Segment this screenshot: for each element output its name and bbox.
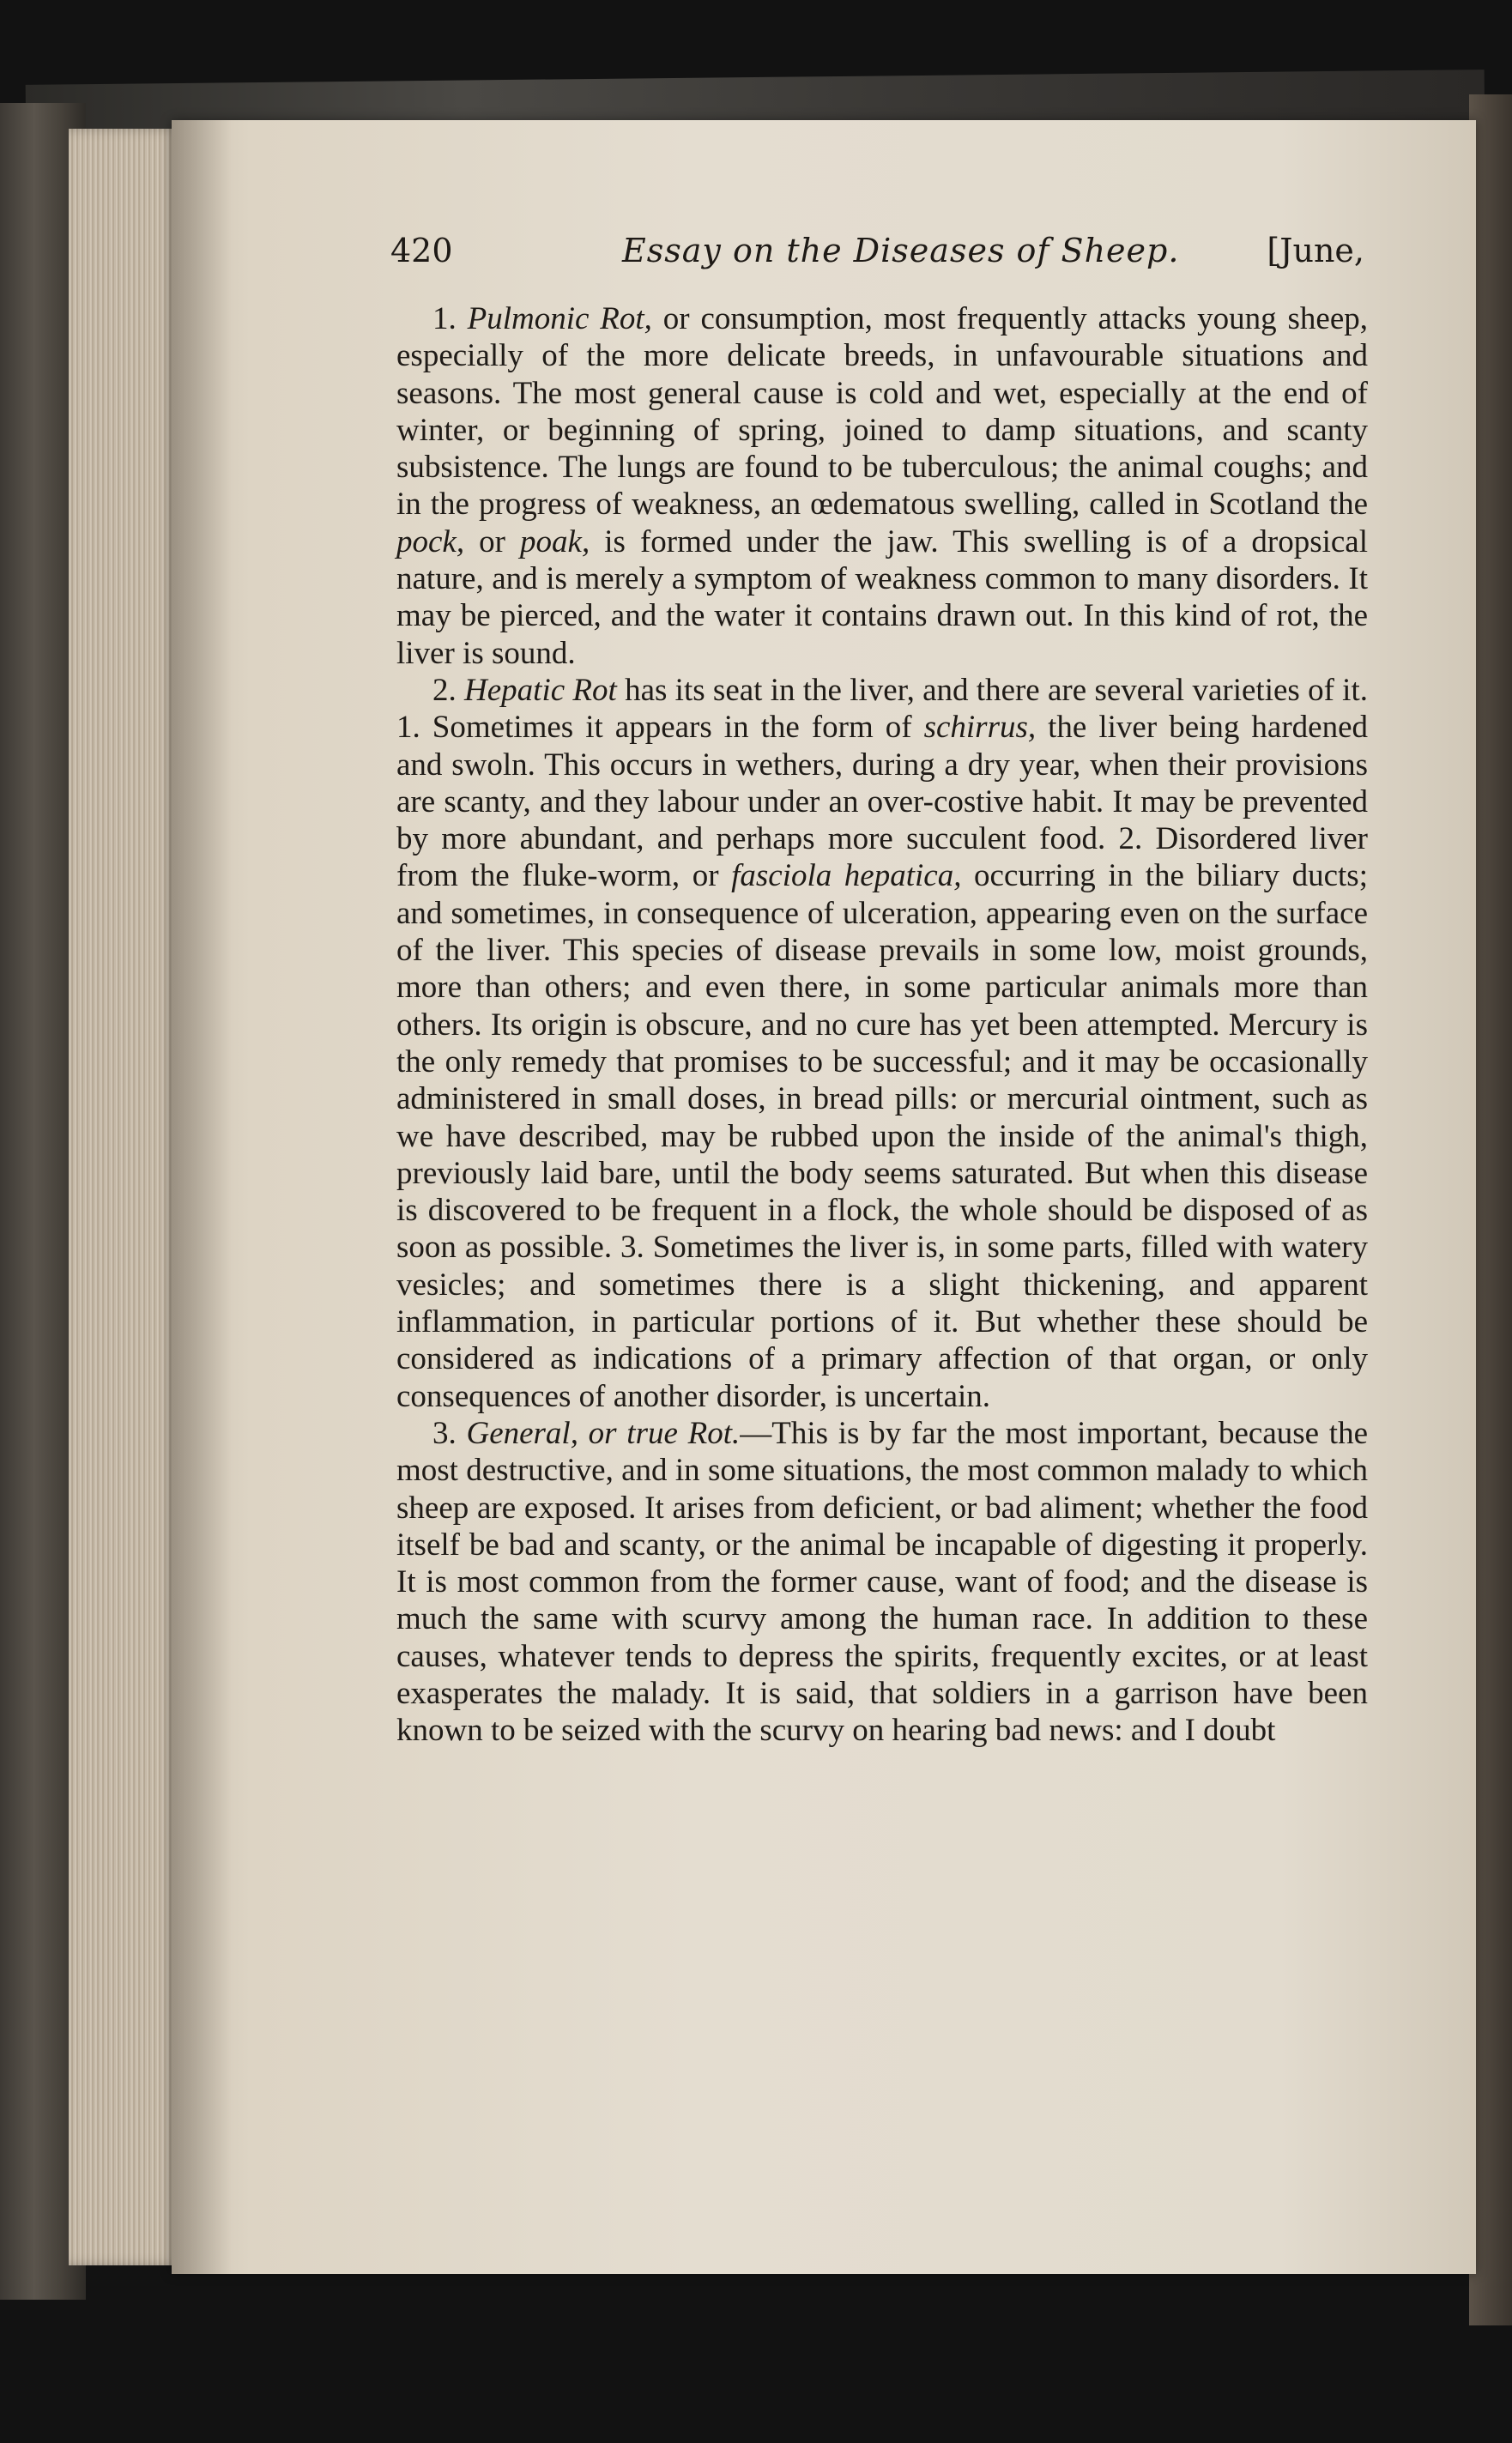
paragraph-text: occurring in the biliary ducts; and sometimes, in consequence of ulceration, appearing even on the surface of the liver. This species of disease prevails in some low, moist grounds, more than others; and even there, in some particular animals more than others. Its origin is obscure, and no cure has yet been attempted. Mercury is the only remedy that promises to be successful; and it may be occasionally administered in small doses, in bread pills: or mercurial ointment, such as we have described, may be rubbed upon the inside of the animal's thigh, previously laid bare, until the body seems saturated. But when this disease is discovered to be frequent in a flock, the whole should be disposed of as soon as possible. 3. Sometimes the liver is, in some parts, filled with watery vesicles; and sometimes there is a slight thickening, and apparent inflammation, in particular portions of it. But whether these should be considered as indications of a primary affection of that organ, or only consequences of another disorder, is uncertain. xyxy=(396,858,1368,1414)
header-month: [June, xyxy=(1267,232,1364,269)
section-number: 1. xyxy=(432,301,457,336)
paragraph-hepatic-rot xyxy=(396,672,1368,1415)
paragraph-text: —This is by far the most important, because the most destructive, and in some situations, the most common malady to which sheep are exposed. It arises from deficient, or bad aliment; whether the food itself be bad and scanty, or the animal be incapable of digesting it properly. It is most common from the former cause, want of food; and the disease is much the same with scurvy among the human race. In addition to these causes, whatever tends to depress the spirits, frequently excites, or at least exasperates the malady. It is said, that soldiers in a garrison have been known to be seized with the scurvy on hearing bad news: and I doubt xyxy=(396,1415,1369,1749)
body-text xyxy=(396,300,1368,1750)
page-header xyxy=(390,232,1364,283)
italic-term: pock, xyxy=(396,523,465,559)
page-number: 420 xyxy=(390,232,453,269)
paragraph-text: or xyxy=(464,523,521,559)
paragraph-text: is formed under the jaw. This swelling is of a dropsical nature, and is merely a symptom of weakness common to many disorders. It may be pierced, and the water it contains drawn out. In this kind of rot, the liver is sound. xyxy=(396,523,1368,671)
paragraph-text: the liver being hardened and swoln. This occurs in wethers, during a dry year, when their provisions are scanty, and they labour under an over-costive habit. It may be prevented by more abundant, and perhaps more succulent food. 2. Disordered liver from the fluke-worm, or xyxy=(396,710,1368,894)
section-heading: Hepatic Rot xyxy=(464,672,617,708)
running-title: Essay on the Diseases of Sheep. xyxy=(622,232,1180,269)
page-edges xyxy=(69,129,180,2265)
section-number: 3. xyxy=(432,1415,457,1451)
italic-term: fasciola hepatica, xyxy=(731,858,962,894)
section-heading: Pulmonic Rot, xyxy=(467,301,652,336)
gutter-shadow xyxy=(172,120,232,2274)
paragraph-text: has its seat in the liver, and there are several varieties of it. 1. Sometimes it appears in the form of xyxy=(396,672,1368,746)
section-heading: General, or true Rot. xyxy=(466,1415,741,1451)
paragraph-general-rot xyxy=(396,1415,1368,1750)
paragraph-text: or consumption, most frequently attacks young sheep, especially of the more delicate breeds, in unfavourable situations and seasons. The most general cause is cold and wet, especially at the end of winter, or beginning of spring, joined to damp situations, and scanty subsistence. The lungs are found to be tuberculous; the animal coughs; and in the progress of weakness, an œdematous swelling, called in Scotland the xyxy=(396,301,1368,523)
section-number: 2. xyxy=(432,672,457,708)
italic-term: schirrus, xyxy=(923,710,1037,746)
paragraph-pulmonic-rot xyxy=(396,300,1368,672)
italic-term: poak, xyxy=(520,523,590,559)
